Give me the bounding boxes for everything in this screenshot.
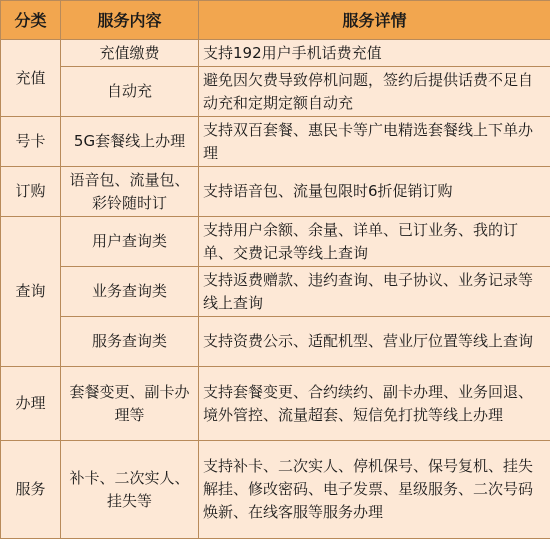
table-row xyxy=(1,67,550,117)
service-cell: 套餐变更、副卡办理等 xyxy=(61,367,199,441)
service-cell: 充值缴费 xyxy=(61,40,199,67)
header-row xyxy=(1,1,550,40)
service-cell: 业务查询类 xyxy=(61,267,199,317)
category-card: 号卡 xyxy=(1,117,61,167)
details-cell: 支持返费赠款、违约查询、电子协议、业务记录等线上查询 xyxy=(199,267,550,317)
table-row xyxy=(1,267,550,317)
header-category: 分类 xyxy=(1,1,61,40)
category-recharge: 充值 xyxy=(1,40,61,117)
service-cell: 自动充 xyxy=(61,67,199,117)
details-cell: 支持资费公示、适配机型、营业厅位置等线上查询 xyxy=(199,317,550,367)
category-subscribe: 订购 xyxy=(1,167,61,217)
service-cell: 用户查询类 xyxy=(61,217,199,267)
table-row xyxy=(1,167,550,217)
service-cell: 补卡、二次实人、挂失等 xyxy=(61,441,199,539)
category-service: 服务 xyxy=(1,441,61,539)
header-service: 服务内容 xyxy=(61,1,199,40)
details-cell: 支持补卡、二次实人、停机保号、保号复机、挂失解挂、修改密码、电子发票、星级服务、二次号码焕新、在线客服等服务办理 xyxy=(199,441,550,539)
table-row xyxy=(1,40,550,67)
details-cell: 支持语音包、流量包限时6折促销订购 xyxy=(199,167,550,217)
table-row xyxy=(1,317,550,367)
details-cell: 支持用户余额、余量、详单、已订业务、我的订单、交费记录等线上查询 xyxy=(199,217,550,267)
category-query: 查询 xyxy=(1,217,61,367)
details-cell: 支持双百套餐、惠民卡等广电精选套餐线上下单办理 xyxy=(199,117,550,167)
table-row xyxy=(1,117,550,167)
table-row xyxy=(1,441,550,539)
table-row xyxy=(1,367,550,441)
details-cell: 支持套餐变更、合约续约、副卡办理、业务回退、境外管控、流量超套、短信免打扰等线上办理 xyxy=(199,367,550,441)
service-cell: 服务查询类 xyxy=(61,317,199,367)
details-cell: 支持192用户手机话费充值 xyxy=(199,40,550,67)
service-cell: 语音包、流量包、彩铃随时订 xyxy=(61,167,199,217)
category-handle: 办理 xyxy=(1,367,61,441)
details-cell: 避免因欠费导致停机问题，签约后提供话费不足自动充和定期定额自动充 xyxy=(199,67,550,117)
table-row xyxy=(1,217,550,267)
service-cell: 5G套餐线上办理 xyxy=(61,117,199,167)
header-details: 服务详情 xyxy=(199,1,550,40)
